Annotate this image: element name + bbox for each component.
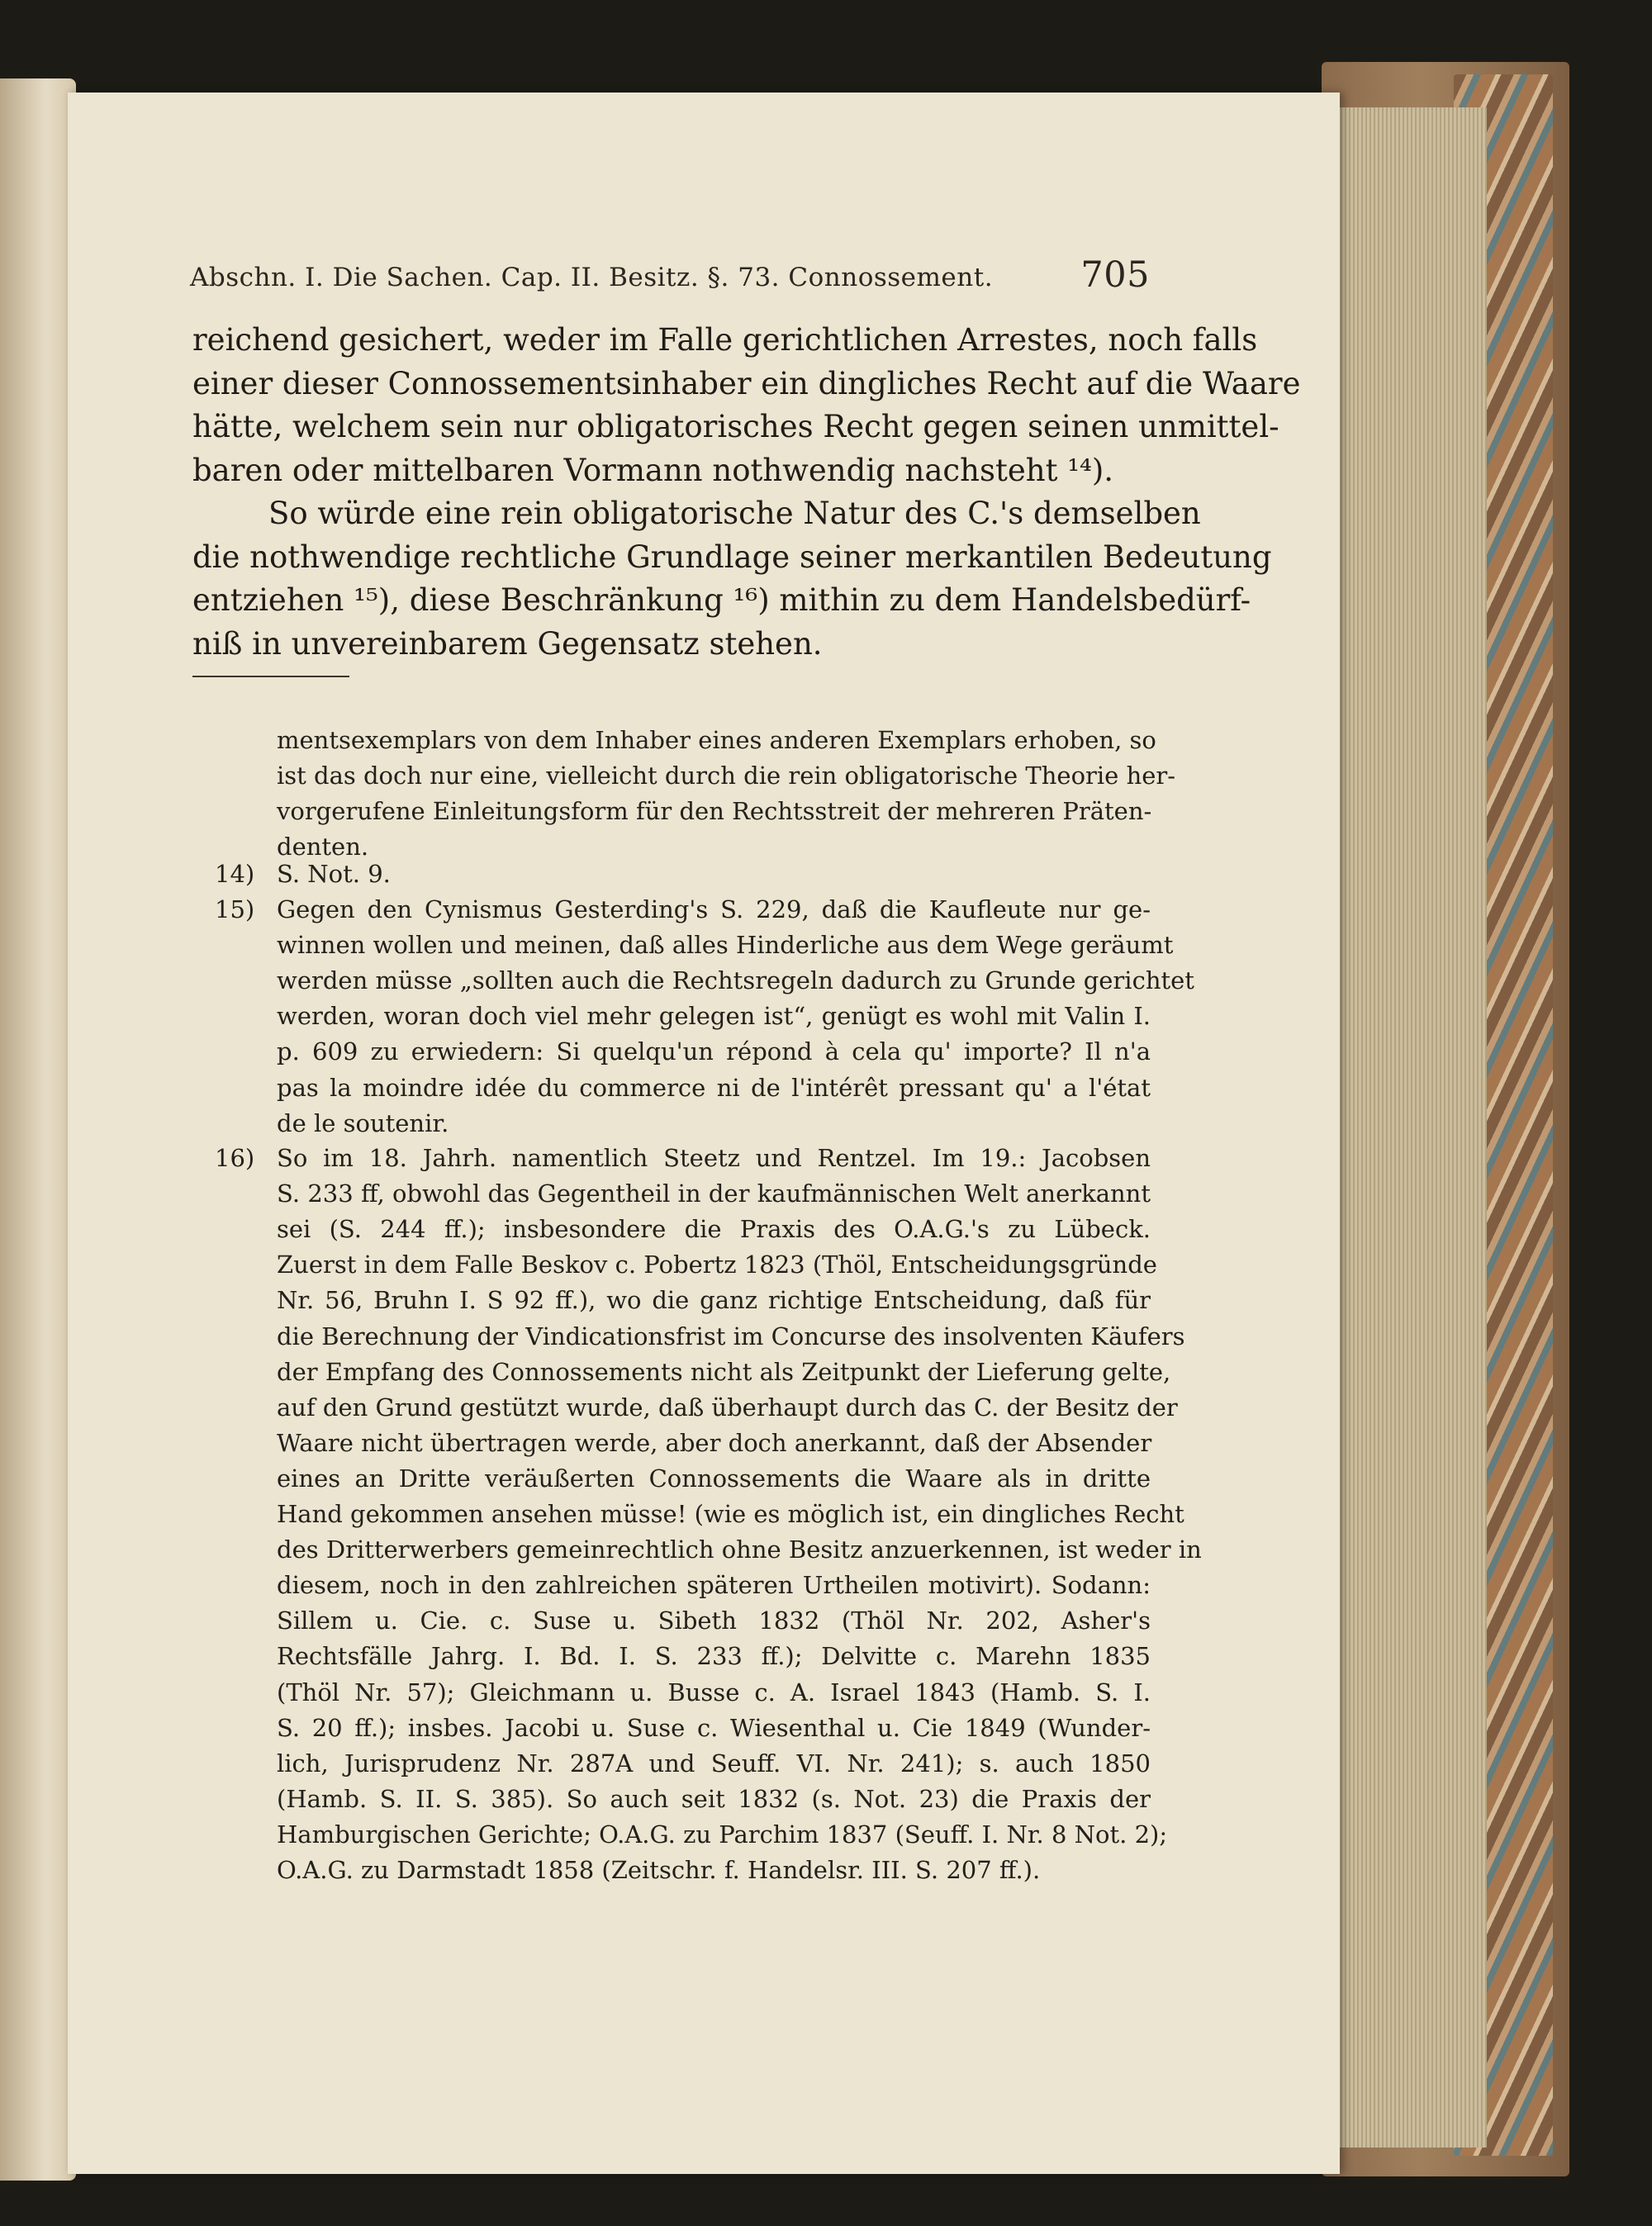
footnote-line: Rechtsfälle Jahrg. I. Bd. I. S. 233 ff.); Delvitte c. Marehn 1835 (277, 1642, 1151, 1671)
body-line: reichend gesichert, weder im Falle gerichtlichen Arrestes, noch falls (192, 322, 1258, 358)
body-line: So würde eine rein obligatorische Natur des C.'s demselben (268, 496, 1201, 531)
body-line: die nothwendige rechtliche Grundlage seiner merkantilen Bedeutung (192, 539, 1272, 575)
left-page-edge (0, 78, 76, 2181)
footnote-line: des Dritterwerbers gemeinrechtlich ohne Besitz anzuerkennen, ist weder in (277, 1535, 1202, 1564)
footnote-line: pas la moindre idée du commerce ni de l'intérêt pressant qu' a l'état (277, 1073, 1151, 1102)
footnote-line: auf den Grund gestützt wurde, daß überhaupt durch das C. der Besitz der (277, 1393, 1178, 1422)
footnote-line: denten. (277, 833, 369, 861)
footnote-line: Waare nicht übertragen werde, aber doch anerkannt, daß der Absender (277, 1428, 1152, 1457)
footnote-line: Hand gekommen ansehen müsse! (wie es möglich ist, ein dingliches Recht (277, 1500, 1184, 1528)
footnote-line: Sillem u. Cie. c. Suse u. Sibeth 1832 (Thöl Nr. 202, Asher's (277, 1607, 1151, 1635)
running-title: Abschn. I. Die Sachen. Cap. II. Besitz. §. 73. Connossement. (190, 263, 994, 292)
footnote-line: (Thöl Nr. 57); Gleichmann u. Busse c. A. Israel 1843 (Hamb. S. I. (277, 1678, 1151, 1706)
body-line: hätte, welchem sein nur obligatorisches Recht gegen seinen unmittel- (192, 409, 1279, 444)
footnote-number: 14) (215, 860, 255, 888)
footnote-line: lich, Jurisprudenz Nr. 287A und Seuff. VI. Nr. 241); s. auch 1850 (277, 1749, 1151, 1777)
footnote-line: So im 18. Jahrh. namentlich Steetz und Rentzel. Im 19.: Jacobsen (277, 1144, 1151, 1172)
footnote-line: S. 20 ff.); insbes. Jacobi u. Suse c. Wiesenthal u. Cie 1849 (Wunder- (277, 1713, 1151, 1742)
footnote-line: Gegen den Cynismus Gesterding's S. 229, daß die Kaufleute nur ge- (277, 895, 1151, 923)
body-line: einer dieser Connossementsinhaber ein dingliches Recht auf die Waare (192, 365, 1301, 401)
footnote-line: werden müsse „sollten auch die Rechtsregeln dadurch zu Grunde gerichtet (277, 966, 1194, 995)
footnote-line: S. 233 ff, obwohl das Gegentheil in der kaufmännischen Welt anerkannt (277, 1179, 1151, 1208)
footnote-line: eines an Dritte veräußerten Connossements die Waare als in dritte (277, 1464, 1151, 1493)
footnote-line: p. 609 zu erwiedern: Si quelqu'un répond à cela qu' importe? Il n'a (277, 1037, 1151, 1066)
footnote-line: winnen wollen und meinen, daß alles Hinderliche aus dem Wege geräumt (277, 931, 1174, 960)
footnote-line: Hamburgischen Gerichte; O.A.G. zu Parchim 1837 (Seuff. I. Nr. 8 Not. 2); (277, 1820, 1168, 1849)
body-line: niß in unvereinbarem Gegensatz stehen. (192, 625, 823, 662)
page-block-edges (1338, 107, 1487, 2148)
footnote-line: Zuerst in dem Falle Beskov c. Pobertz 1823 (Thöl, Entscheidungsgründe (277, 1251, 1157, 1279)
body-line: baren oder mittelbaren Vormann nothwendig nachsteht ¹⁴). (192, 452, 1114, 488)
footnote-line: (Hamb. S. II. S. 385). So auch seit 1832 (s. Not. 23) die Praxis der (277, 1784, 1151, 1813)
footnote-line: diesem, noch in den zahlreichen späteren Urtheilen motivirt). Sodann: (277, 1571, 1151, 1600)
body-line: entziehen ¹⁵), diese Beschränkung ¹⁶) mithin zu dem Handelsbedürf- (192, 582, 1251, 618)
footnote-line: die Berechnung der Vindicationsfrist im Concurse des insolventen Käufers (277, 1322, 1185, 1350)
page-number: 705 (1080, 254, 1150, 296)
footnote-line: sei (S. 244 ff.); insbesondere die Praxis des O.A.G.'s zu Lübeck. (277, 1215, 1151, 1244)
footnote-number: 15) (215, 895, 255, 923)
footnote-line: S. Not. 9. (277, 860, 391, 888)
footnote-line: mentsexemplars von dem Inhaber eines anderen Exemplars erhoben, so (277, 726, 1156, 754)
footnote-number: 16) (215, 1144, 255, 1172)
page-header (190, 254, 1150, 296)
footnote-rule (192, 676, 349, 677)
footnote-line: ist das doch nur eine, vielleicht durch die rein obligatorische Theorie her- (277, 762, 1176, 790)
footnote-line: vorgerufene Einleitungsform für den Rechtsstreit der mehreren Präten- (277, 797, 1152, 826)
footnote-line: der Empfang des Connossements nicht als Zeitpunkt der Lieferung gelte, (277, 1357, 1171, 1386)
footnote-line: werden, woran doch viel mehr gelegen ist“, genügt es wohl mit Valin I. (277, 1002, 1151, 1031)
footnote-line: O.A.G. zu Darmstadt 1858 (Zeitschr. f. Handelsr. III. S. 207 ff.). (277, 1856, 1041, 1884)
footnote-line: Nr. 56, Bruhn I. S 92 ff.), wo die ganz richtige Entscheidung, daß für (277, 1286, 1151, 1315)
footnote-line: de le soutenir. (277, 1108, 449, 1137)
